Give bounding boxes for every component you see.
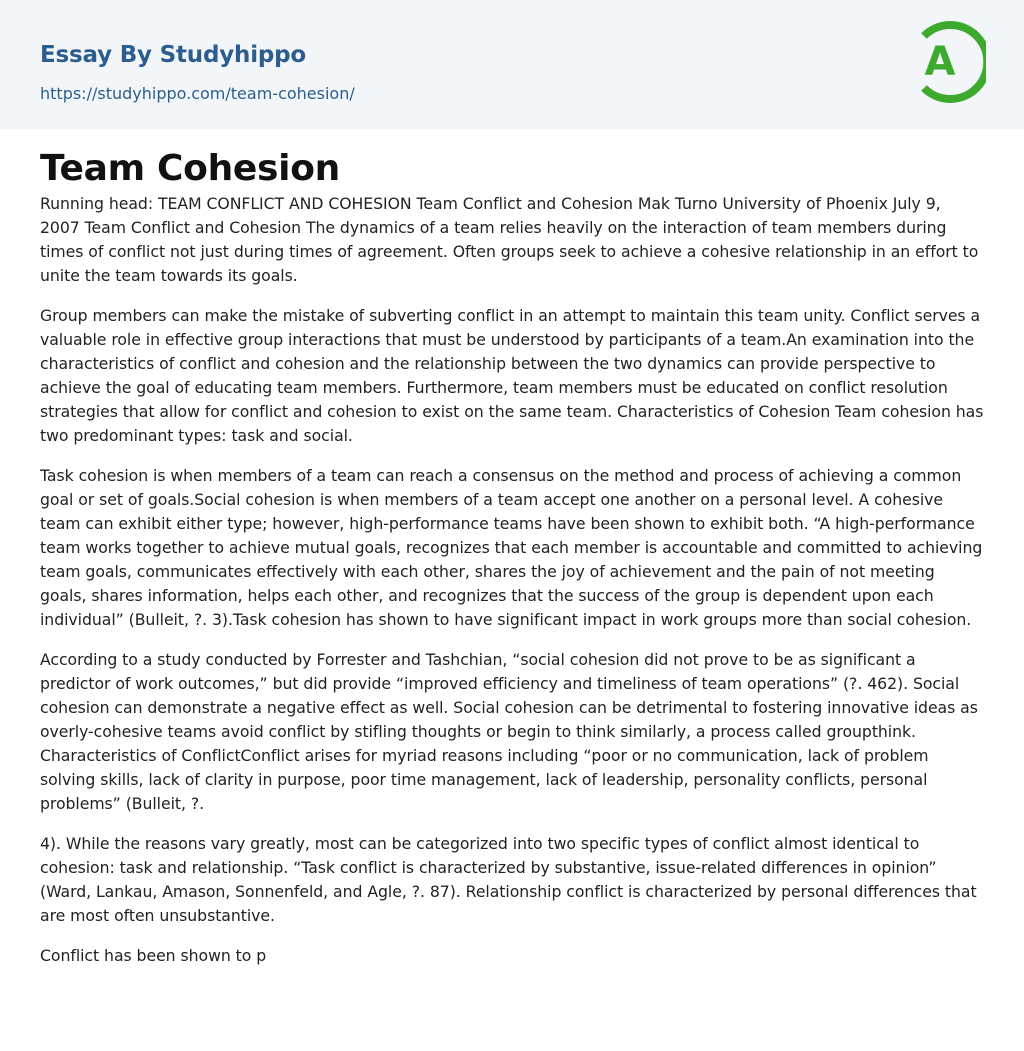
article-paragraph-5: 4). While the reasons vary greatly, most can be categorized into two specific types of conflict almost identical to cohesion: task and relationship. “Task conflict is characterized by substantive, issue-related differences in opinion” (Ward, Lankau, Amason, Sonnenfeld, and Agle, ?. 87). Relationship conflict is characterized by personal differences that are most often unsubstantive. (40, 834, 977, 925)
brand-title[interactable]: Essay By Studyhippo (40, 42, 307, 68)
article-paragraph-4: According to a study conducted by Forrester and Tashchian, “social cohesion did not prove to be as significant a predictor of work outcomes,” but did provide “improved efficiency and timeliness of team operations” (?. 462). Social cohesion can demonstrate a negative effect as well. Social cohesion can be detrimental to fostering innovative ideas as overly-cohesive teams avoid conflict by stifling thoughts or begin to think similarly, a process called groupthink. Characteristics of ConflictConflict arises for myriad reasons including “poor or no communication, lack of problem solving skills, lack of clarity in purpose, poor time management, lack of leadership, personality conflicts, personal problems” (Bulleit, ?. (40, 650, 978, 813)
article-paragraph-3: Task cohesion is when members of a team can reach a consensus on the method and process of achieving a common goal or set of goals.Social cohesion is when members of a team accept one another on a personal level. A cohesive team can exhibit either type; however, high-performance teams have been shown to exhibit both. “A high-performance team works together to achieve mutual goals, recognizes that each member is accountable and committed to achieving team goals, communicates effectively with each other, shares the joy of achievement and the pain of not meeting goals, shares information, helps each other, and recognizes that the success of the group is dependent upon each individual” (Bulleit, ?. 3).Task cohesion has shown to have significant impact in work groups more than social cohesion. (40, 466, 983, 629)
article-paragraph-6: Conflict has been shown to p (40, 946, 267, 965)
article (0, 129, 1024, 968)
studyhippo-logo[interactable] (912, 20, 986, 104)
site-header (0, 0, 1024, 129)
article-paragraph-2: Group members can make the mistake of subverting conflict in an attempt to maintain this team unity. Conflict serves a valuable role in effective group interactions that must be understood by participants of a team.An examination into the characteristics of conflict and cohesion and the relationship between the two dynamics can provide perspective to achieve the goal of educating team members. Furthermore, team members must be educated on conflict resolution strategies that allow for conflict and cohesion to exist on the same team. Characteristics of Cohesion Team cohesion has two predominant types: task and social. (40, 306, 984, 445)
source-url-link[interactable]: https://studyhippo.com/team-cohesion/ (40, 84, 355, 103)
page-title: Team Cohesion (40, 148, 340, 189)
article-paragraph-1: Running head: TEAM CONFLICT AND COHESION Team Conflict and Cohesion Mak Turno University of Phoenix July 9, 2007 Team Conflict and Cohesion The dynamics of a team relies heavily on the interaction of team members during times of conflict not just during times of agreement. Often groups seek to achieve a cohesive relationship in an effort to unite the team towards its goals. (40, 194, 979, 285)
logo-icon (912, 20, 986, 104)
logo-letter: A (924, 39, 956, 85)
